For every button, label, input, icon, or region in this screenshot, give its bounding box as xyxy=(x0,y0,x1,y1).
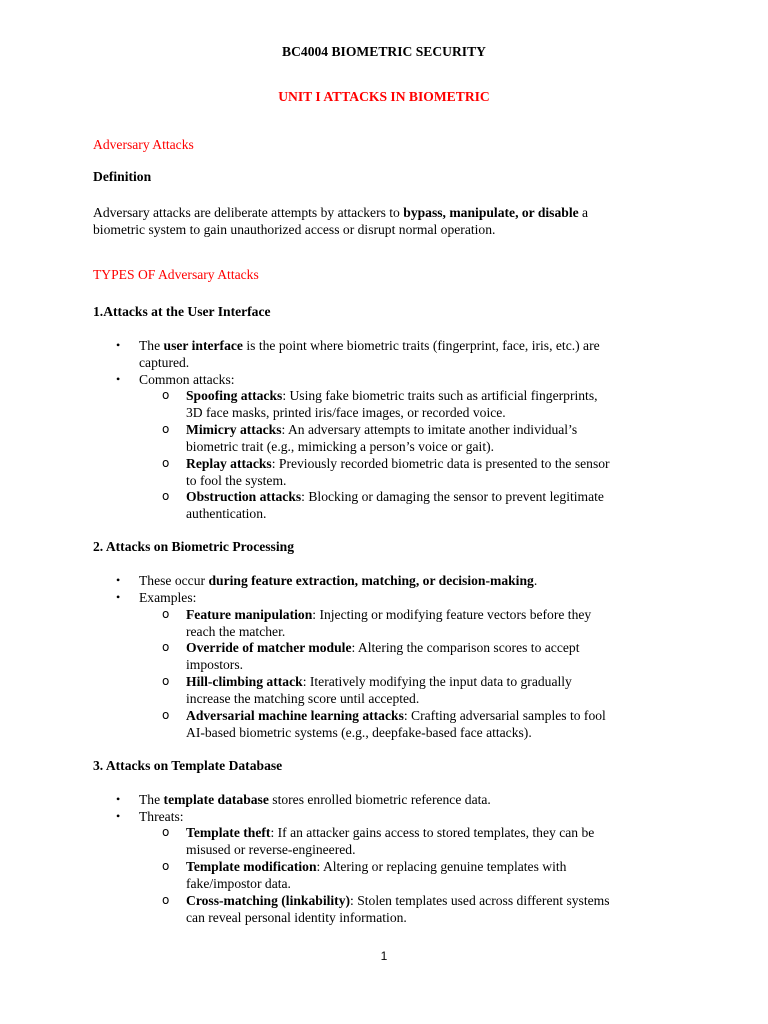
sub-bullet-marker: o xyxy=(162,893,170,907)
section-3-item-3-line-1: Cross-matching (linkability): Stolen templates used across different systems xyxy=(186,893,610,908)
sub-bullet-marker: o xyxy=(162,422,170,436)
sub-bullet-marker: o xyxy=(162,674,170,688)
sub-bullet-marker: o xyxy=(162,607,170,621)
definition-line-1: Adversary attacks are deliberate attempts by attackers to bypass, manipulate, or disable a xyxy=(93,205,589,220)
section-2-item-3-line-2: increase the matching score until accepted. xyxy=(186,691,420,706)
section-1-item-4-line-2: authentication. xyxy=(186,506,267,521)
sub-bullet-marker: o xyxy=(162,859,170,873)
sub-bullet-marker: o xyxy=(162,708,170,722)
section-1-bullet-2: Common attacks: xyxy=(139,372,235,387)
section-2-item-3-line-1: Hill-climbing attack: Iteratively modifying the input data to gradually xyxy=(186,674,572,689)
section-2-item-1-line-1: Feature manipulation: Injecting or modifying feature vectors before they xyxy=(186,607,592,622)
section-3-item-2-line-2: fake/impostor data. xyxy=(186,876,291,891)
section-3-bullet-1: The template database stores enrolled biometric reference data. xyxy=(139,792,491,807)
section-2-item-4-line-1: Adversarial machine learning attacks: Crafting adversarial samples to fool xyxy=(186,708,606,723)
bullet-marker: • xyxy=(116,338,121,352)
section-1-item-2-line-2: biometric trait (e.g., mimicking a person’s voice or gait). xyxy=(186,439,495,454)
section-3-bullet-2: Threats: xyxy=(139,809,184,824)
definition-label: Definition xyxy=(93,169,152,184)
section-2-item-2-line-1: Override of matcher module: Altering the comparison scores to accept xyxy=(186,640,580,655)
types-heading: TYPES OF Adversary Attacks xyxy=(93,267,259,282)
section-1-item-3-line-1: Replay attacks: Previously recorded biometric data is presented to the sensor xyxy=(186,456,610,471)
section-1-item-2-line-1: Mimicry attacks: An adversary attempts to imitate another individual’s xyxy=(186,422,578,437)
page-number: 1 xyxy=(380,949,388,963)
section-3-item-1-line-2: misused or reverse-engineered. xyxy=(186,842,356,857)
sub-bullet-marker: o xyxy=(162,489,170,503)
bullet-marker: • xyxy=(116,372,121,386)
sub-bullet-marker: o xyxy=(162,640,170,654)
section-1-item-4-line-1: Obstruction attacks: Blocking or damaging the sensor to prevent legitimate xyxy=(186,489,604,504)
section-2-bullet-2: Examples: xyxy=(139,590,197,605)
section-1-title: 1.Attacks at the User Interface xyxy=(93,304,271,319)
section-2-item-4-line-2: AI-based biometric systems (e.g., deepfake-based face attacks). xyxy=(186,725,532,740)
section-1-bullet-1-line-2: captured. xyxy=(139,355,190,370)
adversary-attacks-heading: Adversary Attacks xyxy=(93,137,194,152)
section-3-item-2-line-1: Template modification: Altering or replacing genuine templates with xyxy=(186,859,567,874)
section-2-item-2-line-2: impostors. xyxy=(186,657,244,672)
sub-bullet-marker: o xyxy=(162,456,170,470)
unit-title: UNIT I ATTACKS IN BIOMETRIC xyxy=(278,89,490,104)
section-1-item-1-line-1: Spoofing attacks: Using fake biometric traits such as artificial fingerprints, xyxy=(186,388,598,403)
section-1-item-3-line-2: to fool the system. xyxy=(186,473,287,488)
bullet-marker: • xyxy=(116,809,121,823)
bullet-marker: • xyxy=(116,573,121,587)
bullet-marker: • xyxy=(116,590,121,604)
section-3-title: 3. Attacks on Template Database xyxy=(93,758,283,773)
sub-bullet-marker: o xyxy=(162,825,170,839)
bullet-marker: • xyxy=(116,792,121,806)
section-1-bullet-1-line-1: The user interface is the point where biometric traits (fingerprint, face, iris, etc.) are xyxy=(139,338,600,353)
course-title: BC4004 BIOMETRIC SECURITY xyxy=(282,44,486,59)
section-2-title: 2. Attacks on Biometric Processing xyxy=(93,539,294,554)
section-3-item-1-line-1: Template theft: If an attacker gains access to stored templates, they can be xyxy=(186,825,595,840)
section-2-bullet-1: These occur during feature extraction, matching, or decision-making. xyxy=(139,573,538,588)
section-2-item-1-line-2: reach the matcher. xyxy=(186,624,286,639)
definition-line-2: biometric system to gain unauthorized access or disrupt normal operation. xyxy=(93,222,496,237)
section-3-item-3-line-2: can reveal personal identity information. xyxy=(186,910,407,925)
sub-bullet-marker: o xyxy=(162,388,170,402)
section-1-item-1-line-2: 3D face masks, printed iris/face images, or recorded voice. xyxy=(186,405,506,420)
